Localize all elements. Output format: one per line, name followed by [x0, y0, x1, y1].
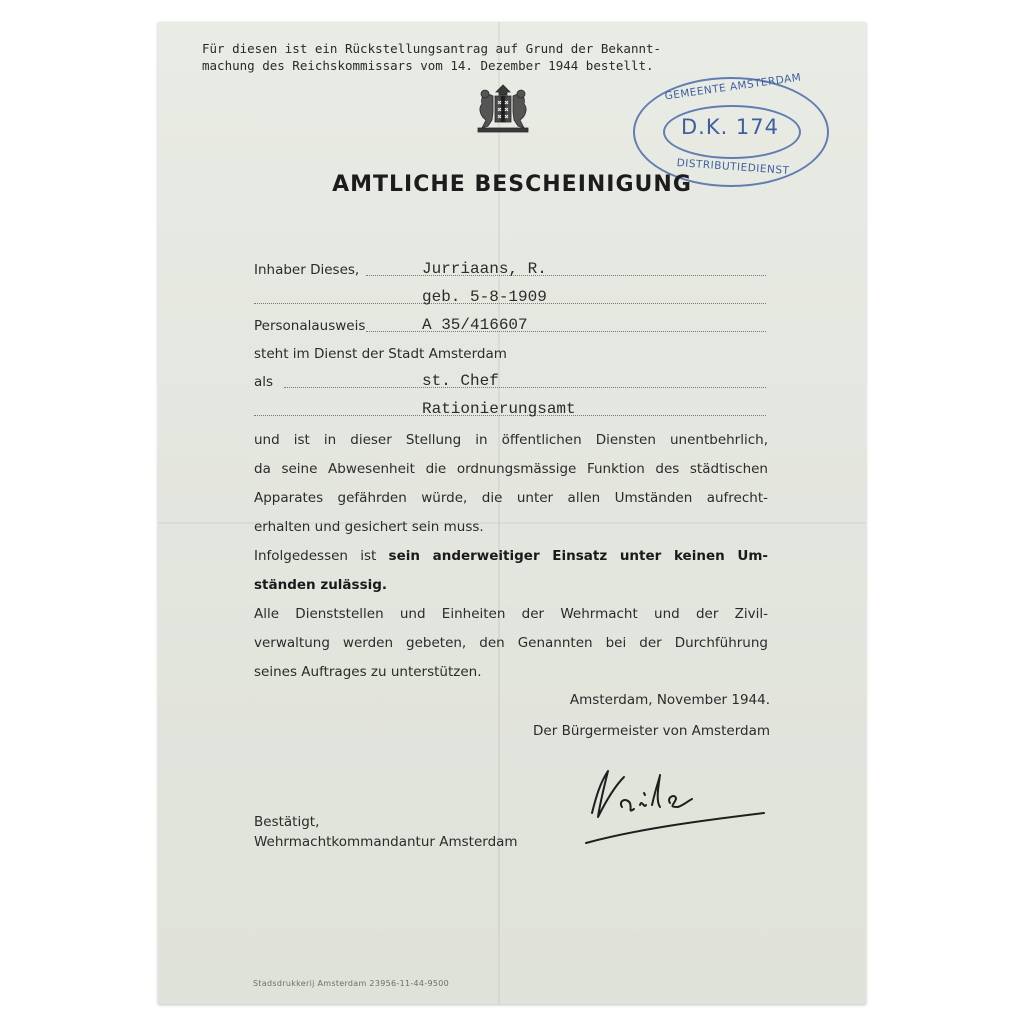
birth-date: geb. 5-8-1909: [422, 288, 547, 306]
paragraph-2-bold-2: ständen zulässig.: [254, 577, 388, 593]
role-dots: [284, 387, 766, 388]
id-number: A 35/416607: [422, 316, 528, 334]
office-row: [254, 398, 766, 420]
as-label: als: [254, 374, 274, 390]
paragraph-1-line-3: Apparates gefährden würde, die unter allen Umständen aufrecht-: [254, 490, 768, 506]
service-text: steht im Dienst der Stadt Amsterdam: [254, 346, 507, 362]
place-date: Amsterdam, November 1944.: [569, 692, 770, 708]
stamp-bottom-text: DISTRIBUTIEDIENST: [676, 157, 790, 177]
certificate-paper: [158, 22, 866, 1004]
holder-row: [254, 258, 766, 280]
stamp-code: D.K. 174: [680, 115, 780, 139]
id-label: Personalausweis: [254, 318, 366, 334]
paragraph-1-line-1: und ist in dieser Stellung in öffentlichen Diensten unentbehrlich,: [254, 432, 768, 448]
holder-name: Jurriaans, R.: [422, 260, 547, 278]
confirmation-authority: Wehrmachtkommandantur Amsterdam: [254, 834, 518, 850]
service-row: [254, 342, 766, 364]
paragraph-consequence: [254, 542, 768, 600]
mayor-title: Der Bürgermeister von Amsterdam: [533, 723, 770, 739]
birth-row: [254, 286, 766, 308]
stamp-top-text: GEMEENTE AMSTERDAM: [663, 71, 803, 103]
municipal-stamp: [633, 71, 829, 187]
role-value: st. Chef: [422, 372, 499, 390]
holder-label: Inhaber Dieses,: [254, 262, 360, 278]
id-row: [254, 314, 766, 336]
paragraph-3-line-2: verwaltung werden gebeten, den Genannten bei der Durchführung: [254, 635, 768, 651]
paragraph-1-line-2: da seine Abwesenheit die ordnungsmässige Funktion des städtischen: [254, 461, 768, 477]
mayor-signature: [578, 757, 778, 847]
paragraph-1-line-4: erhalten und gesichert sein muss.: [254, 519, 484, 535]
paragraph-2-bold-1: sein anderweitiger Einsatz unter keinen Um-: [388, 548, 768, 564]
role-row: [254, 370, 766, 392]
paragraph-2-line-1: [254, 542, 768, 571]
paragraph-2-normal: Infolgedessen ist: [254, 548, 389, 564]
amsterdam-coat-of-arms-icon: [458, 82, 548, 134]
header-note-line-1: Für diesen ist ein Rückstellungsantrag auf Grund der Bekannt-: [202, 41, 662, 56]
paragraph-request: [254, 600, 768, 687]
document-title: AMTLICHE BESCHEINIGUNG: [332, 172, 692, 197]
confirmation-label: Bestätigt,: [254, 814, 320, 830]
header-note-line-2: machung des Reichskommissars vom 14. Dezember 1944 bestellt.: [202, 58, 654, 73]
paragraph-3-line-1: Alle Dienststellen und Einheiten der Wehrmacht und der Zivil-: [254, 606, 768, 622]
header-note: [202, 40, 842, 74]
office-value: Rationierungsamt: [422, 400, 576, 418]
printer-imprint: Stadsdrukkerij Amsterdam 23956-11-44-9500: [253, 979, 450, 988]
paragraph-3-line-3: seines Auftrages zu unterstützen.: [254, 664, 482, 680]
paragraph-indispensable: [254, 426, 768, 542]
